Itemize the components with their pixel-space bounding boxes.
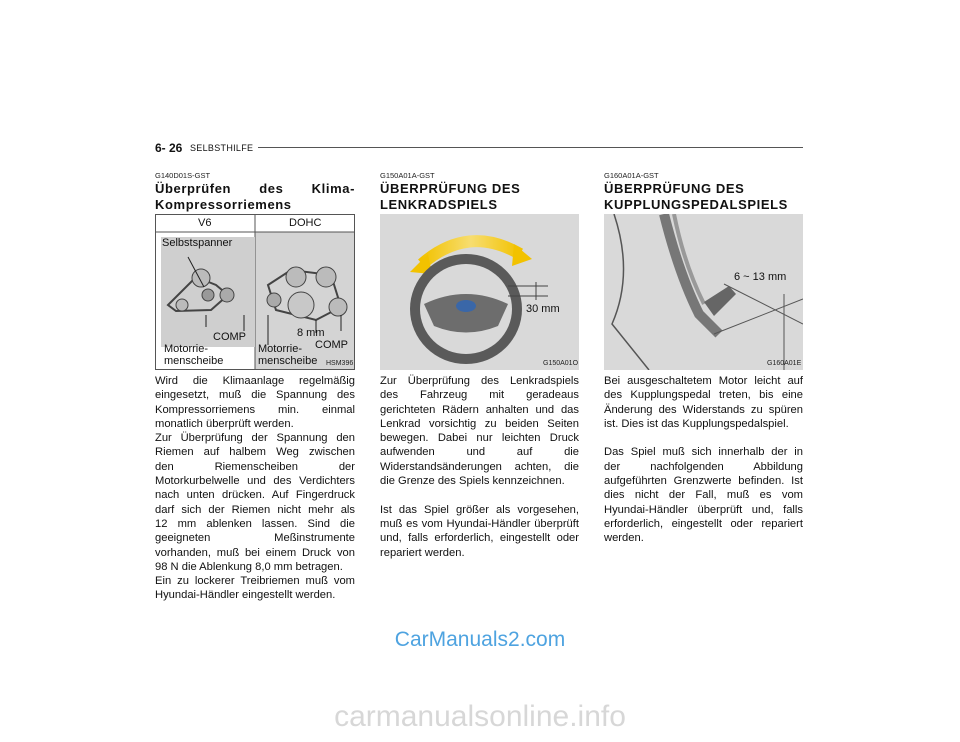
paragraph-line: aufwenden und auf die <box>380 446 579 459</box>
clutch-figure-code: G160A01E <box>767 360 802 367</box>
steering-figure-code: G150A01O <box>543 360 579 367</box>
watermark-bottom: carmanualsonline.info <box>334 700 626 733</box>
col1-code: G140D01S-GST <box>155 171 211 180</box>
clutch-mm-label: 6 ~ 13 mm <box>734 271 787 283</box>
paragraph-line: vorhanden, muß bei einem Druck von <box>155 546 355 559</box>
paragraph-line: Riemen auf halbem Weg zwischen <box>155 446 355 459</box>
col2-code: G150A01A-GST <box>380 171 435 180</box>
dohc-label: DOHC <box>289 217 322 229</box>
paragraph-line: des Kupplungspedal treten, bis eine <box>604 389 803 402</box>
comp-right-label: COMP <box>315 339 348 351</box>
motor-right-label-1: Motorrie- <box>258 343 303 355</box>
paragraph-line: Kompressorriemens min. einmal <box>155 403 355 416</box>
paragraph-line <box>604 431 803 445</box>
paragraph-line: muß es vom Hyundai-Händler überprüft <box>380 517 579 530</box>
paragraph-line: gerichteten Rädern anhalten und das <box>380 403 579 416</box>
paragraph-line: und, falls erforderlich, eingestellt oder <box>380 532 579 545</box>
paragraph-line: darf sich der Riemen nicht mehr als <box>155 503 355 516</box>
col3-title-line2: KUPPLUNGSPEDALSPIELS <box>604 197 788 212</box>
col3-code: G160A01A-GST <box>604 171 659 180</box>
paragraph-line: eingesetzt, muß die Spannung des <box>155 389 355 402</box>
motor-left-label-2: menscheibe <box>164 355 224 367</box>
paragraph-line: der nachfolgenden Abbildung <box>604 460 803 473</box>
paragraph-line: erforderlich, eingestellt oder repariert <box>604 517 803 530</box>
paragraph-line: repariert werden. <box>380 546 465 559</box>
col1-title-line1: Überprüfen des Klima- <box>155 181 355 196</box>
watermark-top: CarManuals2.com <box>394 628 566 651</box>
paragraph-line: 98 N die Ablenkung 8,0 mm betragen. <box>155 560 343 573</box>
col2-title-line2: LENKRADSPIELS <box>380 197 498 212</box>
paragraph-line: Bei ausgeschaltetem Motor leicht auf <box>604 375 803 387</box>
paragraph-line: die Grenze des Spiels kennzeichnen. <box>380 475 565 488</box>
clutch-pedal-diagram <box>604 214 803 370</box>
header-rule <box>258 147 803 148</box>
paragraph-line <box>380 488 579 502</box>
paragraph-line: des Fahrzeug mit geradeaus <box>380 389 579 402</box>
section-title: SELBSTHILFE <box>190 143 254 153</box>
paragraph-line: Hyundai-Händler eingestellt werden. <box>155 589 336 602</box>
belt-figure <box>155 214 355 370</box>
paragraph-line: monatlich überprüft werden. <box>155 417 294 430</box>
v6-label: V6 <box>198 217 212 229</box>
paragraph-line: Zur Überprüfung der Spannung den <box>155 432 355 445</box>
steering-wheel-diagram <box>380 214 579 370</box>
col1-title-line2: Kompressorriemens <box>155 197 292 212</box>
paragraph-line: Lenkrad vorsichtig zu beiden Seiten <box>380 417 579 430</box>
paragraph-line: aufgeführten Grenzwerte befinden. Ist <box>604 475 803 488</box>
clutch-figure <box>604 214 803 370</box>
figure-code: HSM396 <box>326 360 354 367</box>
col1-paragraph <box>155 374 355 603</box>
paragraph-line: den Riemenscheiben der <box>155 460 355 473</box>
paragraph-line: Ein zu lockerer Treibriemen muß vom <box>155 575 355 588</box>
paragraph-line: Widerstandsänderungen achten, die <box>380 460 579 473</box>
col2-title-line1: ÜBERPRÜFUNG DES <box>380 181 521 196</box>
page-number: 6- 26 <box>155 141 183 155</box>
col3-paragraph <box>604 374 803 546</box>
selbstspanner-label: Selbstspanner <box>162 237 233 249</box>
paragraph-line: Ist das Spiel größer als vorgesehen, <box>380 503 579 516</box>
paragraph-line: 12 mm ablenken lassen. Sind die <box>155 517 355 530</box>
paragraph-line: werden. <box>604 532 644 545</box>
comp-left-label: COMP <box>213 331 246 343</box>
paragraph-line: Zur Überprüfung des Lenkradspiels <box>380 375 579 387</box>
paragraph-line: Wird die Klimaanlage regelmäßig <box>155 375 355 387</box>
paragraph-line: geeigneten Meßinstrumente <box>155 532 355 545</box>
paragraph-line: Das Spiel muß sich innerhalb der in <box>604 446 803 459</box>
paragraph-line: bewegen. Dabei nur leichten Druck <box>380 432 579 445</box>
paragraph-line: Motorkurbelwelle und des Verdichters <box>155 475 355 488</box>
motor-left-label-1: Motorrie- <box>164 343 209 355</box>
col2-paragraph <box>380 374 579 560</box>
motor-right-label-2: menscheibe <box>258 355 318 367</box>
paragraph-line: Hyundai-Händler überprüft und, falls <box>604 503 803 516</box>
paragraph-line: ist. Dies ist das Kupplungspedalspiel. <box>604 417 789 430</box>
steering-figure <box>380 214 579 370</box>
paragraph-line: dies nicht der Fall, muß es vom <box>604 489 803 502</box>
paragraph-line: Änderung des Widerstands zu spüren <box>604 403 803 416</box>
steering-mm-label: 30 mm <box>526 303 560 315</box>
paragraph-line: nach unten drücken. Auf Fingerdruck <box>155 489 355 502</box>
col3-title-line1: ÜBERPRÜFUNG DES <box>604 181 745 196</box>
mm-label: 8 mm <box>297 327 325 339</box>
